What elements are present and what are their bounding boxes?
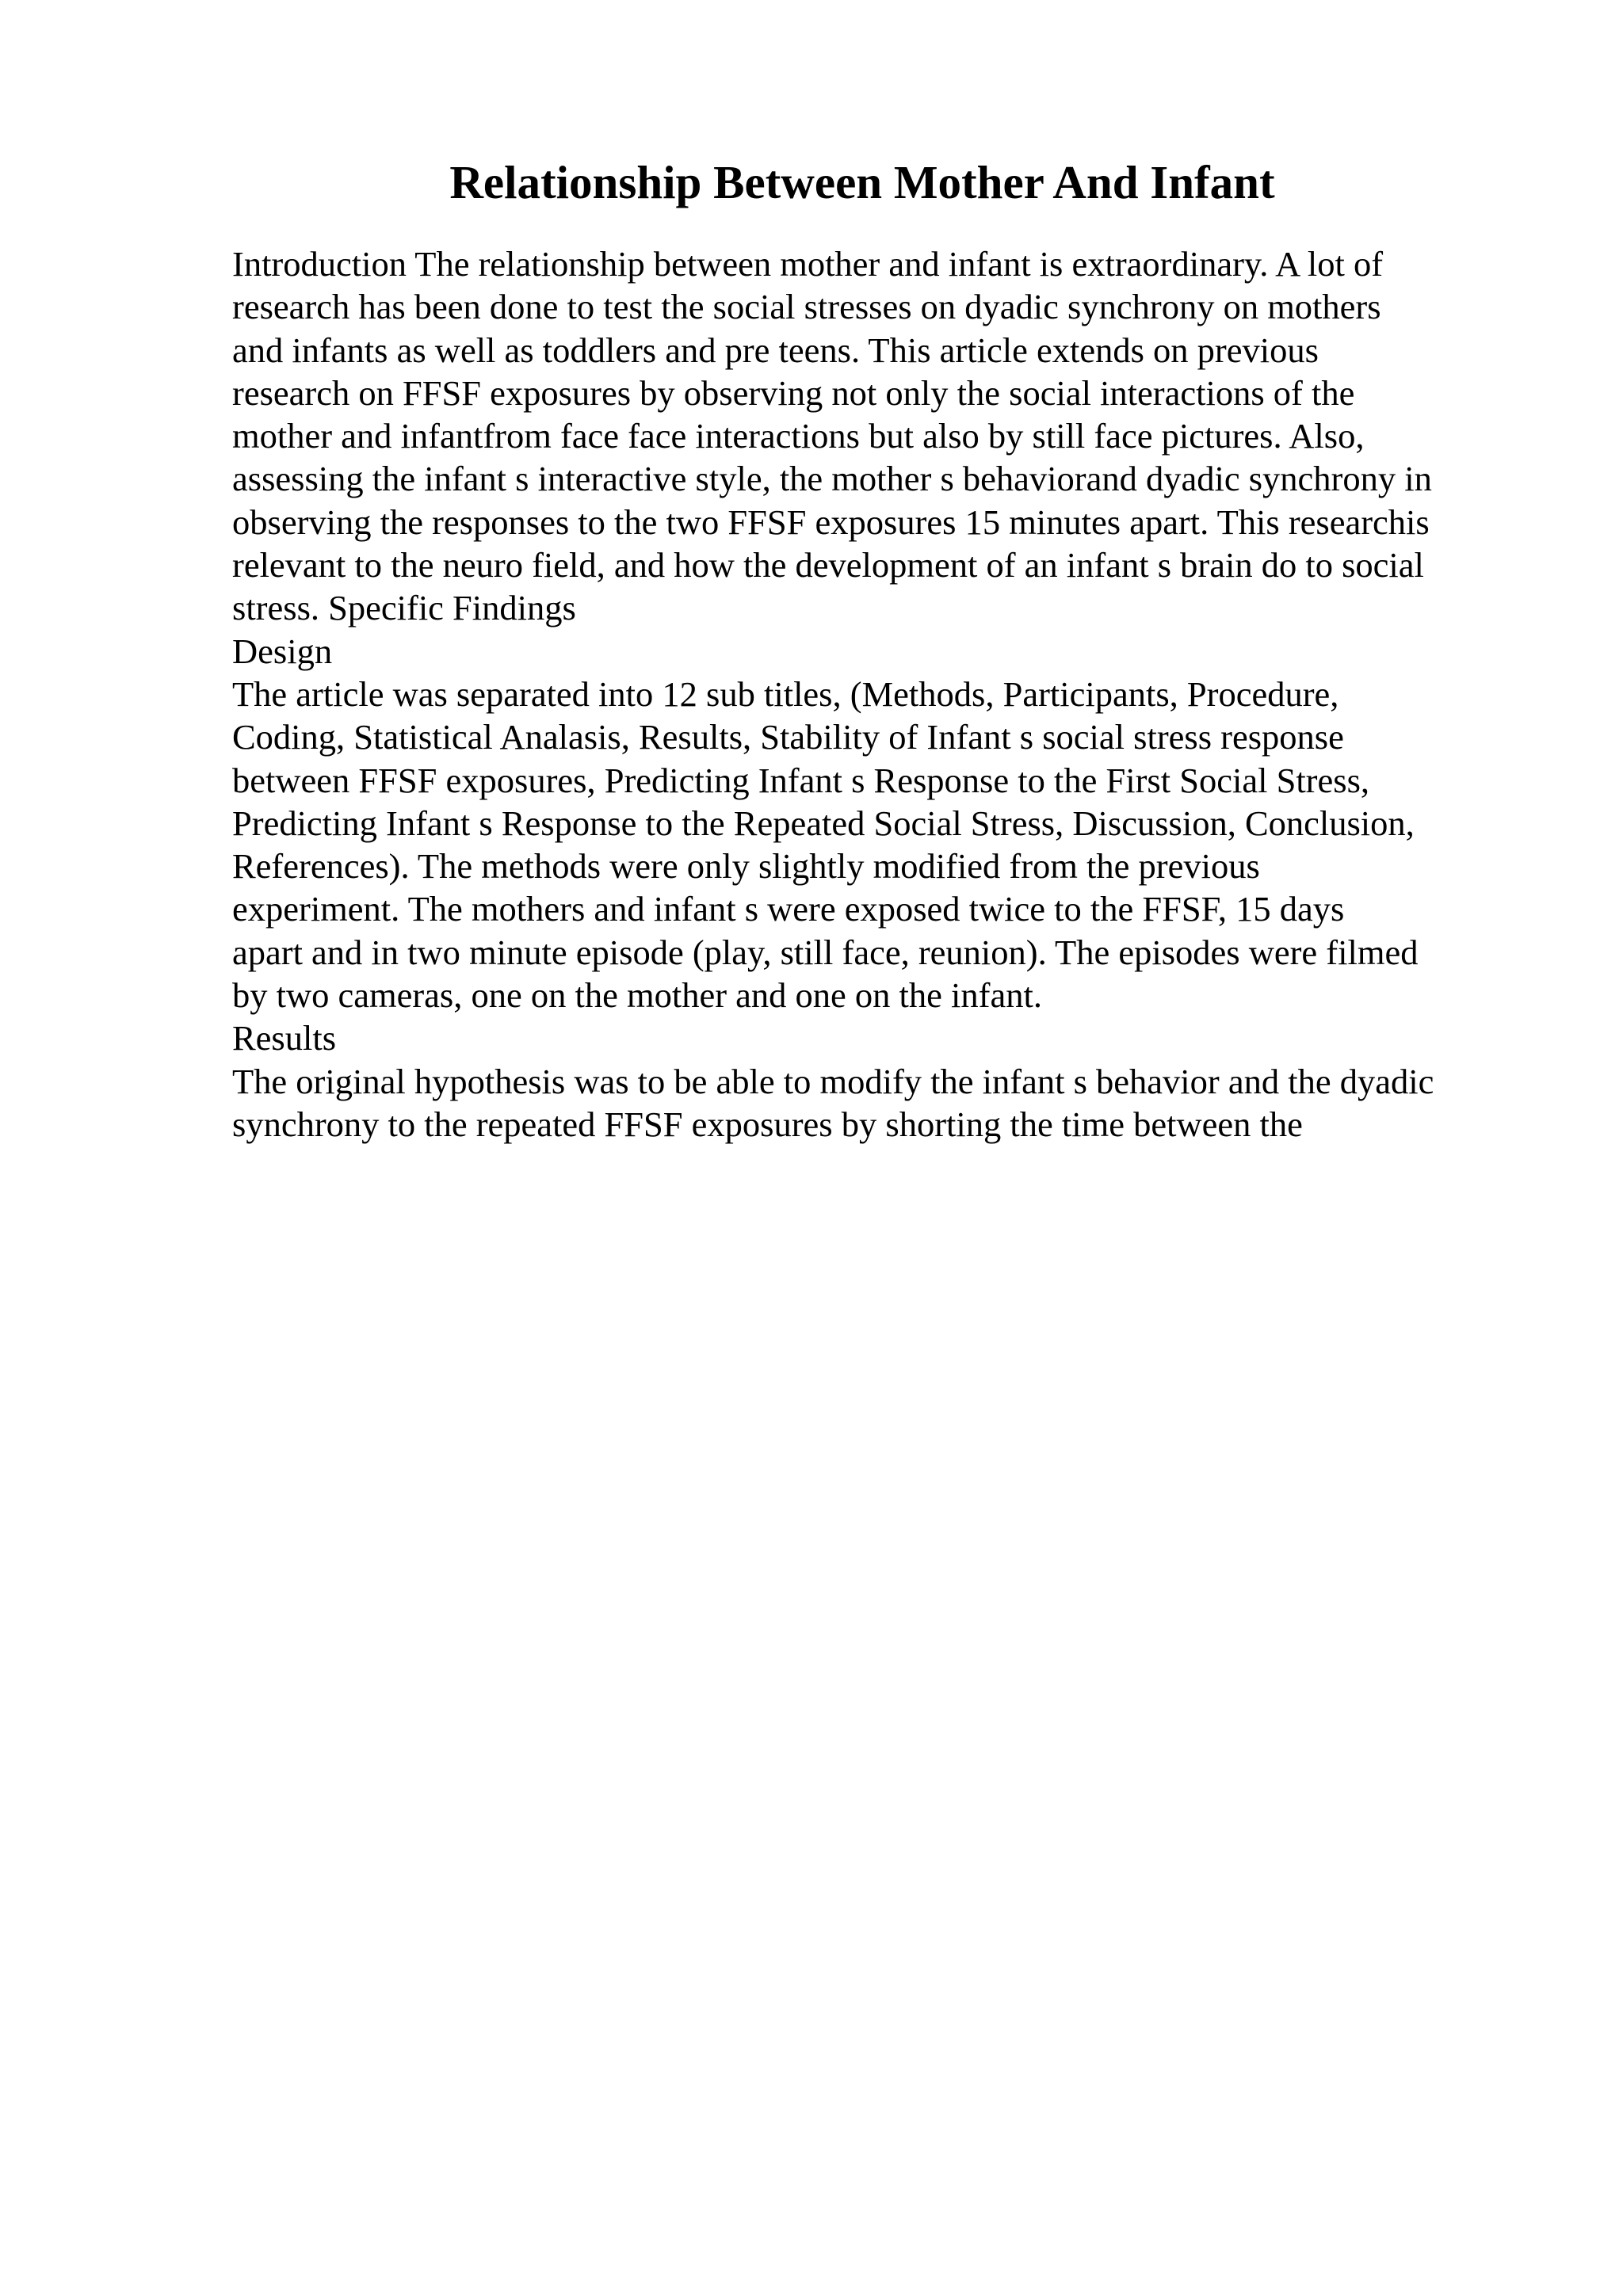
body-line: References). The methods were only slightly modified from the previous bbox=[232, 846, 1260, 887]
body-line: research on FFSF exposures by observing not only the social interactions of the bbox=[232, 372, 1355, 413]
body-line: Introduction The relationship between mother and infant is extraordinary. A lot of bbox=[232, 244, 1384, 284]
document-body bbox=[232, 242, 1516, 1146]
body-line: observing the responses to the two FFSF exposures 15 minutes apart. This researchis bbox=[232, 502, 1430, 542]
document-title: Relationship Between Mother And Infant bbox=[449, 156, 1275, 208]
body-line: experiment. The mothers and infant s were exposed twice to the FFSF, 15 days bbox=[232, 889, 1345, 929]
body-line: relevant to the neuro field, and how the development of an infant s brain do to social bbox=[232, 545, 1424, 585]
body-line: mother and infantfrom face face interactions but also by still face pictures. Also, bbox=[232, 416, 1365, 456]
body-line: stress. Specific Findings bbox=[232, 588, 576, 628]
body-line: between FFSF exposures, Predicting Infant s Response to the First Social Stress, bbox=[232, 760, 1370, 800]
section-heading-design: Design bbox=[232, 631, 333, 671]
body-line: apart and in two minute episode (play, still face, reunion). The episodes were filmed bbox=[232, 932, 1419, 972]
body-line: research has been done to test the social stresses on dyadic synchrony on mothers bbox=[232, 287, 1381, 327]
body-line: synchrony to the repeated FFSF exposures by shorting the time between the bbox=[232, 1104, 1303, 1144]
body-line: The article was separated into 12 sub titles, (Methods, Participants, Procedure, bbox=[232, 673, 1339, 714]
body-line: Coding, Statistical Analasis, Results, Stability of Infant s social stress response bbox=[232, 717, 1344, 757]
body-line: The original hypothesis was to be able to modify the infant s behavior and the dyadic bbox=[232, 1061, 1434, 1101]
body-line: Predicting Infant s Response to the Repeated Social Stress, Discussion, Conclusion, bbox=[232, 803, 1415, 843]
section-heading-results: Results bbox=[232, 1018, 337, 1058]
body-line: and infants as well as toddlers and pre teens. This article extends on previous bbox=[232, 330, 1319, 370]
body-line: by two cameras, one on the mother and one on the infant. bbox=[232, 975, 1042, 1016]
body-line: assessing the infant s interactive style, the mother s behaviorand dyadic synchrony in bbox=[232, 459, 1432, 499]
